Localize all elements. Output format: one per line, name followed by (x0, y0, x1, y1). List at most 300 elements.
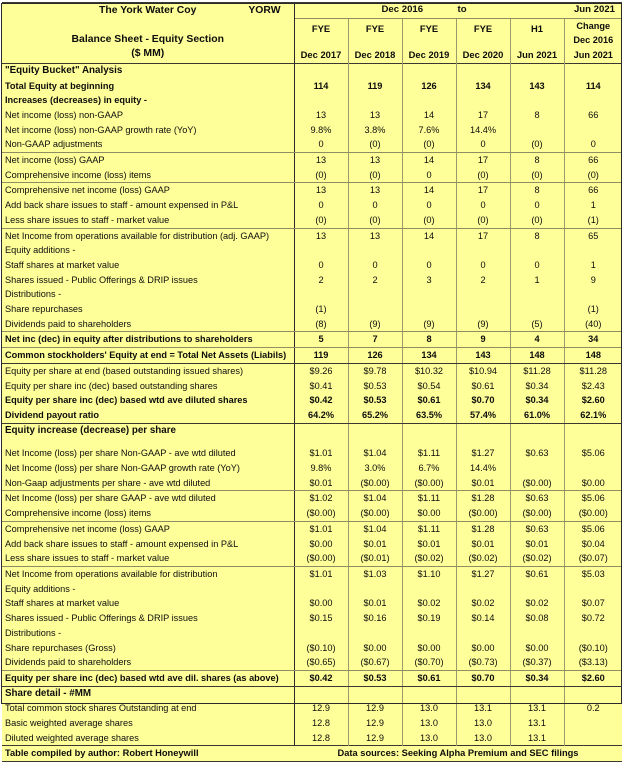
row-value: ($0.67) (348, 655, 402, 670)
row-value (510, 243, 564, 258)
section1-title: "Equity Bucket" Analysis (2, 63, 294, 78)
table-row (2, 582, 622, 597)
footer-sources: Data sources: Seeking Alpha Premium and SEC filings (294, 746, 622, 762)
row-value: $0.01 (348, 596, 402, 611)
row-label: Dividends paid to shareholders (2, 655, 294, 670)
row-value: ($0.00) (456, 506, 510, 521)
table-row (2, 228, 622, 243)
row-value: 0 (402, 168, 456, 183)
row-value: 17 (456, 183, 510, 198)
table-row (2, 716, 622, 731)
row-value: $1.27 (456, 446, 510, 461)
row-value: $0.01 (456, 537, 510, 552)
row-value: (0) (510, 213, 564, 228)
row-value: 0 (402, 198, 456, 213)
row-value (510, 123, 564, 138)
section2-title-filler (348, 423, 402, 438)
row-value: 14.4% (456, 123, 510, 138)
row-value (456, 243, 510, 258)
row-label: Comprehensive income (loss) items (2, 168, 294, 183)
row-value: 8 (402, 332, 456, 348)
table-row (2, 551, 622, 566)
row-value (402, 582, 456, 597)
row-value: 114 (294, 79, 348, 94)
row-value: $2.43 (564, 379, 622, 394)
table-row (2, 123, 622, 138)
row-value (348, 438, 402, 446)
row-label: Diluted weighted average shares (2, 731, 294, 746)
row-value: 0 (456, 258, 510, 273)
row-value: $0.34 (510, 393, 564, 408)
row-value: $0.00 (510, 641, 564, 656)
row-value: $0.02 (456, 596, 510, 611)
row-value (294, 287, 348, 302)
row-value: $1.01 (294, 567, 348, 582)
section2-title-filler (456, 423, 510, 438)
row-value: (5) (510, 317, 564, 332)
row-value: 3 (402, 273, 456, 288)
section1-title-filler (294, 63, 348, 78)
row-value: 13.1 (510, 731, 564, 746)
row-value: (0) (348, 213, 402, 228)
row-label: Non-Gaap adjustments per share - ave wtd diluted (2, 476, 294, 491)
row-label: Common stockholders' Equity at end = Total Net Assets (Liabils) (2, 348, 294, 364)
row-value: 12.8 (294, 731, 348, 746)
table-row (2, 506, 622, 521)
row-value: $0.41 (294, 379, 348, 394)
row-value: (0) (456, 213, 510, 228)
row-value: 13 (294, 183, 348, 198)
table-row (2, 393, 622, 408)
row-value: (0) (456, 168, 510, 183)
row-value: (0) (294, 168, 348, 183)
row-value: $5.06 (564, 521, 622, 536)
row-value: 14 (402, 153, 456, 168)
row-value (510, 93, 564, 108)
row-value: $0.61 (402, 670, 456, 686)
row-value: $0.00 (402, 506, 456, 521)
row-value: 7 (348, 332, 402, 348)
row-value: (0) (294, 213, 348, 228)
row-value: ($0.00) (348, 506, 402, 521)
row-value: $0.42 (294, 670, 348, 686)
row-label: Shares issued - Public Offerings & DRIP issues (2, 273, 294, 288)
row-value (510, 626, 564, 641)
table-row (2, 273, 622, 288)
row-label: Add back share issues to staff - amount expensed in P&L (2, 198, 294, 213)
row-value: 13 (294, 153, 348, 168)
section3-title: Share detail - #MM (2, 686, 294, 701)
row-value: $1.01 (294, 446, 348, 461)
row-label: Distributions - (2, 287, 294, 302)
row-label: Net Income (loss) per share Non-GAAP growth rate (YoY) (2, 461, 294, 476)
row-value: $0.53 (348, 670, 402, 686)
row-value: 0 (510, 198, 564, 213)
row-value (402, 287, 456, 302)
row-value: 13.0 (402, 731, 456, 746)
row-value: (9) (402, 317, 456, 332)
row-value: $5.06 (564, 446, 622, 461)
row-value: 126 (348, 348, 402, 364)
row-value: 5 (294, 332, 348, 348)
row-value: 119 (348, 79, 402, 94)
row-label: Share repurchases (2, 302, 294, 317)
row-value: 119 (294, 348, 348, 364)
row-value: $9.26 (294, 363, 348, 378)
row-value (294, 582, 348, 597)
table-row (2, 93, 622, 108)
table-row (2, 348, 622, 364)
row-value: ($0.02) (456, 551, 510, 566)
row-value (564, 582, 622, 597)
table-row (2, 446, 622, 461)
column-header-top-3: FYE (402, 18, 456, 41)
row-value: $0.53 (348, 393, 402, 408)
row-label: Add back share issues to staff - amount expensed in P&L (2, 537, 294, 552)
row-value (564, 438, 622, 446)
table-row (2, 198, 622, 213)
row-value: (1) (294, 302, 348, 317)
row-value: $10.32 (402, 363, 456, 378)
row-value: 13 (348, 153, 402, 168)
row-value: 14.4% (456, 461, 510, 476)
period-start-label: Dec 2016 (381, 4, 424, 15)
row-value (402, 626, 456, 641)
row-label: Net inc (dec) in equity after distributions to shareholders (2, 332, 294, 348)
row-value: $0.19 (402, 611, 456, 626)
row-value: ($0.10) (294, 641, 348, 656)
row-value: 126 (402, 79, 456, 94)
row-value (456, 302, 510, 317)
row-label: Equity additions - (2, 582, 294, 597)
row-value (402, 93, 456, 108)
row-label (2, 438, 294, 446)
row-value: (0) (510, 168, 564, 183)
row-value: 13 (348, 228, 402, 243)
row-value (564, 123, 622, 138)
row-value: (40) (564, 317, 622, 332)
row-label: Dividend payout ratio (2, 408, 294, 423)
row-value (564, 626, 622, 641)
row-value: $0.61 (402, 393, 456, 408)
row-value: (0) (348, 137, 402, 152)
row-label: Net Income from operations available for distribution (adj. GAAP) (2, 228, 294, 243)
row-value: 66 (564, 153, 622, 168)
row-value: 13.0 (456, 731, 510, 746)
row-value: 0 (294, 258, 348, 273)
row-value: 14 (402, 108, 456, 123)
change-label-line1: Change (576, 20, 611, 31)
column-header-date-5: Jun 2021 (510, 41, 564, 64)
row-value: $1.01 (294, 521, 348, 536)
row-value: $0.42 (294, 393, 348, 408)
row-label: Equity per share inc (dec) based wtd ave diluted shares (2, 393, 294, 408)
row-value: $1.02 (294, 491, 348, 506)
section1-title-filler (510, 63, 564, 78)
row-value: ($0.00) (402, 476, 456, 491)
equity-analysis-table (2, 2, 622, 762)
row-value: $11.28 (510, 363, 564, 378)
row-value (294, 93, 348, 108)
table-row (2, 183, 622, 198)
row-value: $1.11 (402, 491, 456, 506)
ticker-symbol: YORW (248, 4, 281, 16)
period-span-cell (294, 3, 622, 19)
row-value: 6.7% (402, 461, 456, 476)
row-value: 17 (456, 153, 510, 168)
section3-title-filler (294, 686, 348, 701)
row-value: 12.9 (294, 701, 348, 716)
row-value: $0.63 (510, 491, 564, 506)
row-value: (0) (348, 168, 402, 183)
row-value: 57.4% (456, 408, 510, 423)
row-value: $5.06 (564, 491, 622, 506)
row-value: 66 (564, 183, 622, 198)
row-value: $0.01 (510, 537, 564, 552)
row-value: 1 (564, 198, 622, 213)
row-value: 114 (564, 79, 622, 94)
table-row (2, 701, 622, 716)
row-value: $0.00 (564, 476, 622, 491)
change-label-line3: Jun 2021 (573, 50, 613, 61)
row-value: ($0.00) (294, 551, 348, 566)
row-value: 13.0 (456, 716, 510, 731)
table-row (2, 626, 622, 641)
row-label: Net Income from operations available for distribution (2, 567, 294, 582)
table-row (2, 461, 622, 476)
table-row (2, 153, 622, 168)
row-value: $0.00 (294, 596, 348, 611)
row-value: 3.0% (348, 461, 402, 476)
row-value: $0.08 (510, 611, 564, 626)
table-row (2, 521, 622, 536)
row-value: ($0.00) (510, 476, 564, 491)
row-value: 2 (294, 273, 348, 288)
row-value: (0) (402, 137, 456, 152)
table-row (2, 655, 622, 670)
row-value: $0.63 (510, 521, 564, 536)
row-label: Less share issues to staff - market value (2, 551, 294, 566)
column-header-date-3: Dec 2019 (402, 41, 456, 64)
row-value: ($0.02) (510, 551, 564, 566)
row-value: ($0.01) (348, 551, 402, 566)
row-value: $0.00 (402, 641, 456, 656)
row-label: Dividends paid to shareholders (2, 317, 294, 332)
row-value (510, 287, 564, 302)
change-column-header (564, 18, 622, 63)
row-value (348, 302, 402, 317)
row-value: 0 (402, 258, 456, 273)
row-value: 134 (402, 348, 456, 364)
row-value: 65.2% (348, 408, 402, 423)
row-value: (8) (294, 317, 348, 332)
row-value: $0.01 (402, 537, 456, 552)
row-value: ($3.13) (564, 655, 622, 670)
column-header-date-2: Dec 2018 (348, 41, 402, 64)
header-row-1 (2, 3, 622, 19)
row-value (402, 302, 456, 317)
row-value: $10.94 (456, 363, 510, 378)
section1-title-filler (348, 63, 402, 78)
row-label: Net income (loss) GAAP (2, 153, 294, 168)
row-value: 8 (510, 228, 564, 243)
row-label: Comprehensive income (loss) items (2, 506, 294, 521)
table-row (2, 79, 622, 94)
row-value: $9.78 (348, 363, 402, 378)
row-value: 8 (510, 183, 564, 198)
row-value: 148 (510, 348, 564, 364)
row-value: (0) (510, 137, 564, 152)
row-value (564, 93, 622, 108)
row-value: 1 (510, 273, 564, 288)
row-value: $1.27 (456, 567, 510, 582)
table-row (2, 108, 622, 123)
row-value: ($0.73) (456, 655, 510, 670)
row-value (564, 731, 622, 746)
row-value (294, 243, 348, 258)
column-header-date-4: Dec 2020 (456, 41, 510, 64)
row-value (456, 626, 510, 641)
section1-title-filler (456, 63, 510, 78)
row-value (456, 582, 510, 597)
row-value: 3.8% (348, 123, 402, 138)
row-value: ($0.00) (564, 506, 622, 521)
column-header-top-2: FYE (348, 18, 402, 41)
table-row (2, 332, 622, 348)
row-value (564, 461, 622, 476)
row-label: Net income (loss) non-GAAP (2, 108, 294, 123)
section-title-row-2 (2, 423, 622, 438)
section3-title-filler (510, 686, 564, 701)
row-value: 65 (564, 228, 622, 243)
table-row (2, 641, 622, 656)
report-subtitle: Balance Sheet - Equity Section (71, 33, 224, 45)
section3-title-filler (402, 686, 456, 701)
row-label: Equity additions - (2, 243, 294, 258)
table-row (2, 258, 622, 273)
row-value (510, 461, 564, 476)
row-value: ($0.00) (348, 476, 402, 491)
row-label: Distributions - (2, 626, 294, 641)
row-value: $2.60 (564, 393, 622, 408)
table-row (2, 596, 622, 611)
row-value: (9) (456, 317, 510, 332)
section-title-row-3 (2, 686, 622, 701)
row-value: $1.04 (348, 491, 402, 506)
row-value: 148 (564, 348, 622, 364)
row-value: 0 (456, 198, 510, 213)
row-value: $0.00 (294, 537, 348, 552)
row-label: Basic weighted average shares (2, 716, 294, 731)
row-value: $0.70 (456, 670, 510, 686)
table-row (2, 408, 622, 423)
row-value (348, 582, 402, 597)
row-value: 14 (402, 183, 456, 198)
row-value: $1.10 (402, 567, 456, 582)
row-value: (9) (348, 317, 402, 332)
row-value: 9 (456, 332, 510, 348)
row-value: $0.72 (564, 611, 622, 626)
row-value (564, 243, 622, 258)
row-value (456, 438, 510, 446)
row-label: Increases (decreases) in equity - (2, 93, 294, 108)
row-value (294, 626, 348, 641)
row-value: 13 (294, 228, 348, 243)
row-value: 13 (348, 108, 402, 123)
row-value: $1.11 (402, 446, 456, 461)
row-value: 62.1% (564, 408, 622, 423)
row-value: ($0.02) (402, 551, 456, 566)
row-value (402, 438, 456, 446)
row-value: 12.9 (348, 701, 402, 716)
row-value: 1 (564, 258, 622, 273)
row-value: ($0.70) (402, 655, 456, 670)
row-value: 9.8% (294, 123, 348, 138)
table-row (2, 243, 622, 258)
row-value: 9 (564, 273, 622, 288)
row-value: 0 (348, 198, 402, 213)
table-row (2, 287, 622, 302)
section3-title-filler (564, 686, 622, 701)
row-label: Staff shares at market value (2, 596, 294, 611)
section2-title-filler (294, 423, 348, 438)
row-value: 13 (348, 183, 402, 198)
row-value: $1.28 (456, 521, 510, 536)
row-value (294, 438, 348, 446)
row-value: $2.60 (564, 670, 622, 686)
section1-title-filler (564, 63, 622, 78)
row-value: 63.5% (402, 408, 456, 423)
row-value: ($0.37) (510, 655, 564, 670)
row-value: 0 (564, 137, 622, 152)
table-row (2, 491, 622, 506)
row-value: ($0.00) (294, 506, 348, 521)
table-row (2, 363, 622, 378)
row-value: 12.9 (348, 731, 402, 746)
row-label: Equity per share inc (dec) based outstanding shares (2, 379, 294, 394)
row-value: 2 (348, 273, 402, 288)
section1-title-filler (402, 63, 456, 78)
row-value: ($0.10) (564, 641, 622, 656)
row-value: $1.11 (402, 521, 456, 536)
row-value: $0.70 (456, 393, 510, 408)
row-value: 13 (294, 108, 348, 123)
row-value: $0.61 (456, 379, 510, 394)
row-value: 143 (456, 348, 510, 364)
row-value: $0.00 (348, 641, 402, 656)
row-value: $1.03 (348, 567, 402, 582)
row-label: Net Income (loss) per share Non-GAAP - ave wtd diluted (2, 446, 294, 461)
table-row (2, 476, 622, 491)
company-name: The York Water Coy (99, 4, 197, 16)
row-value: 8 (510, 153, 564, 168)
table-row (2, 168, 622, 183)
row-value: $1.28 (456, 491, 510, 506)
row-label: Total common stock shares Outstanding at end (2, 701, 294, 716)
row-value (510, 302, 564, 317)
row-value: 17 (456, 228, 510, 243)
row-value: 12.9 (348, 716, 402, 731)
section3-title-filler (456, 686, 510, 701)
row-value (456, 93, 510, 108)
table-row (2, 302, 622, 317)
row-value: 13.0 (402, 701, 456, 716)
column-header-top-1: FYE (294, 18, 348, 41)
row-value: $0.00 (456, 641, 510, 656)
row-value: 61.0% (510, 408, 564, 423)
row-value: 7.6% (402, 123, 456, 138)
row-label: Net Income (loss) per share GAAP - ave wtd diluted (2, 491, 294, 506)
